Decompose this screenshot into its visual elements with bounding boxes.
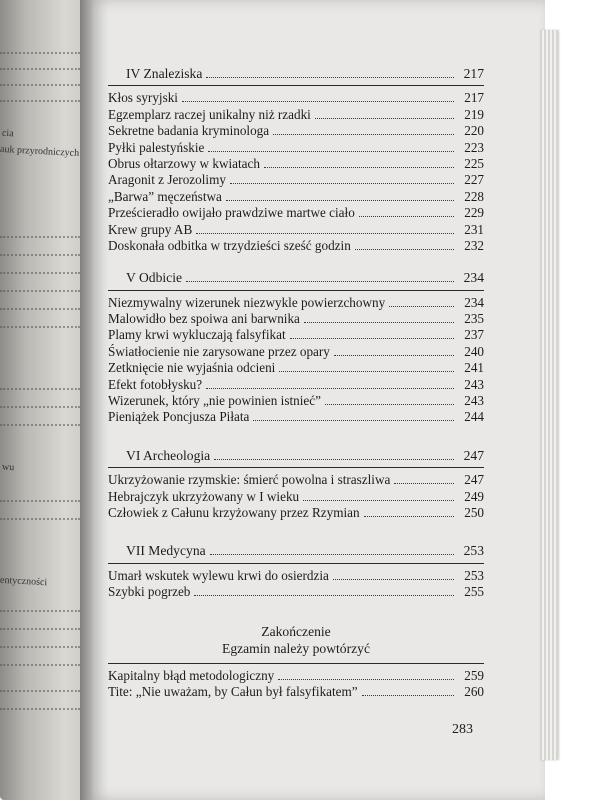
section-page: 234	[463, 270, 484, 286]
toc-entry	[108, 205, 484, 221]
conclusion-title: Zakończenie	[261, 623, 331, 639]
left-page	[0, 0, 92, 800]
dot-leader	[186, 281, 454, 282]
dot-leader	[0, 500, 80, 502]
dot-leader	[208, 151, 454, 152]
entry-title: Prześcieradło owijało prawdziwe martwe ciało	[108, 205, 355, 221]
toc-entry	[108, 584, 484, 600]
dot-leader	[0, 664, 80, 666]
section-heading	[108, 448, 484, 464]
toc-entry	[108, 393, 484, 409]
toc-entry	[108, 189, 484, 205]
toc-entry	[108, 222, 484, 238]
dot-leader	[355, 249, 454, 250]
entry-title: Niezmywalny wizerunek niezwykle powierzchowny	[108, 294, 386, 310]
entry-page: 223	[464, 139, 484, 155]
entry-title: Obrus ołtarzowy w kwiatach	[108, 155, 260, 171]
toc-entry	[108, 107, 484, 123]
dot-leader	[206, 77, 454, 78]
dot-leader	[304, 322, 454, 323]
entry-page: 260	[464, 683, 484, 699]
toc-entry	[108, 123, 484, 139]
entry-page: 234	[464, 294, 484, 310]
entry-page: 219	[464, 106, 484, 122]
dot-leader	[210, 554, 454, 555]
entry-title: Efekt fotobłysku?	[108, 376, 203, 392]
table-of-contents	[108, 66, 484, 700]
section-rule	[108, 290, 484, 291]
toc-entry	[108, 295, 484, 311]
dot-leader	[362, 695, 454, 696]
dot-leader	[0, 388, 80, 390]
dot-leader	[0, 236, 80, 238]
entry-page: 259	[464, 667, 484, 683]
entry-page: 228	[464, 188, 484, 204]
dot-leader	[0, 708, 80, 710]
entry-title: Światłocienie nie zarysowane przez opary	[108, 343, 330, 359]
section-page: 247	[463, 447, 484, 463]
entry-page: 217	[464, 90, 484, 106]
entry-title: Malowidło bez spoiwa ani barwnika	[108, 311, 300, 327]
dot-leader	[196, 233, 454, 234]
toc-entry	[108, 344, 484, 360]
section-rule	[108, 663, 484, 664]
entry-page: 250	[464, 504, 484, 520]
entry-title: „Barwa” męczeństwa	[108, 188, 222, 204]
entry-title: Tite: „Nie uważam, by Całun był falsyfikatem”	[108, 683, 358, 699]
entry-page: 240	[464, 343, 484, 359]
entry-title: Kapitalny błąd metodologiczny	[108, 667, 275, 683]
dot-leader	[0, 68, 80, 70]
dot-leader	[0, 646, 80, 648]
dot-leader	[0, 628, 80, 630]
dot-leader	[359, 216, 454, 217]
dot-leader	[0, 100, 80, 102]
dot-leader	[253, 420, 454, 421]
page-number: 283	[452, 722, 473, 737]
entry-title: Wizerunek, który „nie powinien istnieć”	[108, 393, 321, 409]
toc-entry	[108, 156, 484, 172]
entry-page: 237	[464, 327, 484, 343]
entry-page: 227	[464, 172, 484, 188]
section-title: V Odbicie	[126, 270, 183, 286]
toc-entry	[108, 377, 484, 393]
dot-leader	[0, 690, 80, 692]
toc-entry	[108, 668, 484, 684]
dot-leader	[0, 406, 80, 408]
entry-title: Hebrajczyk ukrzyżowany w I wieku	[108, 488, 300, 504]
section-heading	[108, 66, 484, 82]
dot-leader	[303, 500, 454, 501]
entry-page: 255	[464, 584, 484, 600]
dot-leader	[230, 183, 454, 184]
entry-title: Umarł wskutek wylewu krwi do osierdzia	[108, 567, 329, 583]
entry-title: Sekretne badania kryminologa	[108, 123, 270, 139]
entry-page: 243	[464, 393, 484, 409]
dot-leader	[0, 84, 80, 86]
section-page: 253	[463, 543, 484, 559]
entry-page: 244	[464, 409, 484, 425]
entry-page: 249	[464, 488, 484, 504]
entry-title: Zetknięcie nie wyjaśnia odcieni	[108, 360, 276, 376]
entry-page: 220	[464, 123, 484, 139]
section-rule	[108, 467, 484, 468]
dot-leader	[364, 516, 454, 517]
dot-leader	[273, 134, 454, 135]
entry-page: 225	[464, 155, 484, 171]
entry-page: 231	[464, 221, 484, 237]
dot-leader	[206, 388, 454, 389]
entry-title: Egzemplarz raczej unikalny niż rzadki	[108, 106, 311, 122]
toc-entry	[108, 472, 484, 488]
dot-leader	[0, 308, 80, 310]
book-gutter	[80, 0, 108, 800]
dot-leader	[333, 579, 454, 580]
dot-leader	[315, 118, 454, 119]
dot-leader	[290, 338, 454, 339]
dot-leader	[0, 518, 80, 520]
page-edges	[540, 30, 558, 760]
left-fragment: auk przyrodniczych	[0, 143, 80, 160]
toc-entry	[108, 505, 484, 521]
dot-leader	[389, 306, 454, 307]
left-fragment: wu	[1, 461, 15, 474]
entry-title: Szybki pogrzeb	[108, 584, 191, 600]
section-rule	[108, 85, 484, 86]
section-heading	[108, 543, 484, 559]
toc-entry	[108, 172, 484, 188]
section-heading	[108, 270, 484, 286]
left-fragment: cia	[1, 127, 14, 140]
entry-title: Doskonała odbitka w trzydzieści sześć godzin	[108, 237, 351, 253]
section-title: IV Znaleziska	[126, 66, 203, 81]
dot-leader	[279, 371, 454, 372]
entry-page: 232	[464, 237, 484, 253]
dot-leader	[394, 483, 454, 484]
section-title: VII Medycyna	[126, 543, 206, 559]
entry-title: Pyłki palestyńskie	[108, 139, 205, 155]
toc-entry	[108, 684, 484, 700]
dot-leader	[194, 595, 454, 596]
toc-entry	[108, 568, 484, 584]
entry-page: 241	[464, 360, 484, 376]
dot-leader	[264, 167, 454, 168]
dot-leader	[182, 101, 454, 102]
entry-title: Krew grupy AB	[108, 221, 193, 237]
dot-leader	[0, 424, 80, 426]
toc-entry	[108, 360, 484, 376]
dot-leader	[226, 200, 454, 201]
entry-title: Kłos syryjski	[108, 90, 178, 106]
dot-leader	[0, 326, 80, 328]
toc-entry	[108, 140, 484, 156]
toc-entry	[108, 409, 484, 425]
dot-leader	[325, 404, 454, 405]
section-page: 217	[463, 66, 484, 81]
dot-leader	[0, 254, 80, 256]
entry-page: 253	[464, 567, 484, 583]
entry-page: 243	[464, 376, 484, 392]
entry-page: 247	[464, 472, 484, 488]
entry-page: 235	[464, 311, 484, 327]
conclusion-subtitle: Egzamin należy powtórzyć	[222, 640, 370, 656]
toc-entry	[108, 489, 484, 505]
toc-entry	[108, 90, 484, 106]
entry-title: Pieniążek Poncjusza Piłata	[108, 409, 250, 425]
toc-entry	[108, 238, 484, 254]
dot-leader	[278, 679, 454, 680]
dot-leader	[0, 272, 80, 274]
dot-leader	[214, 459, 454, 460]
section-title: VI Archeologia	[126, 447, 211, 463]
entry-page: 229	[464, 205, 484, 221]
entry-title: Ukrzyżowanie rzymskie: śmierć powolna i straszliwa	[108, 472, 391, 488]
section-rule	[108, 563, 484, 564]
dot-leader	[0, 610, 80, 612]
entry-title: Plamy krwi wykluczają falsyfikat	[108, 327, 286, 343]
entry-title: Człowiek z Całunu krzyżowany przez Rzymian	[108, 504, 360, 520]
dot-leader	[0, 290, 80, 292]
dot-leader	[334, 355, 454, 356]
left-fragment: entyczności	[0, 574, 48, 589]
entry-title: Aragonit z Jerozolimy	[108, 172, 226, 188]
dot-leader	[0, 52, 80, 54]
toc-entry	[108, 327, 484, 343]
toc-entry	[108, 311, 484, 327]
